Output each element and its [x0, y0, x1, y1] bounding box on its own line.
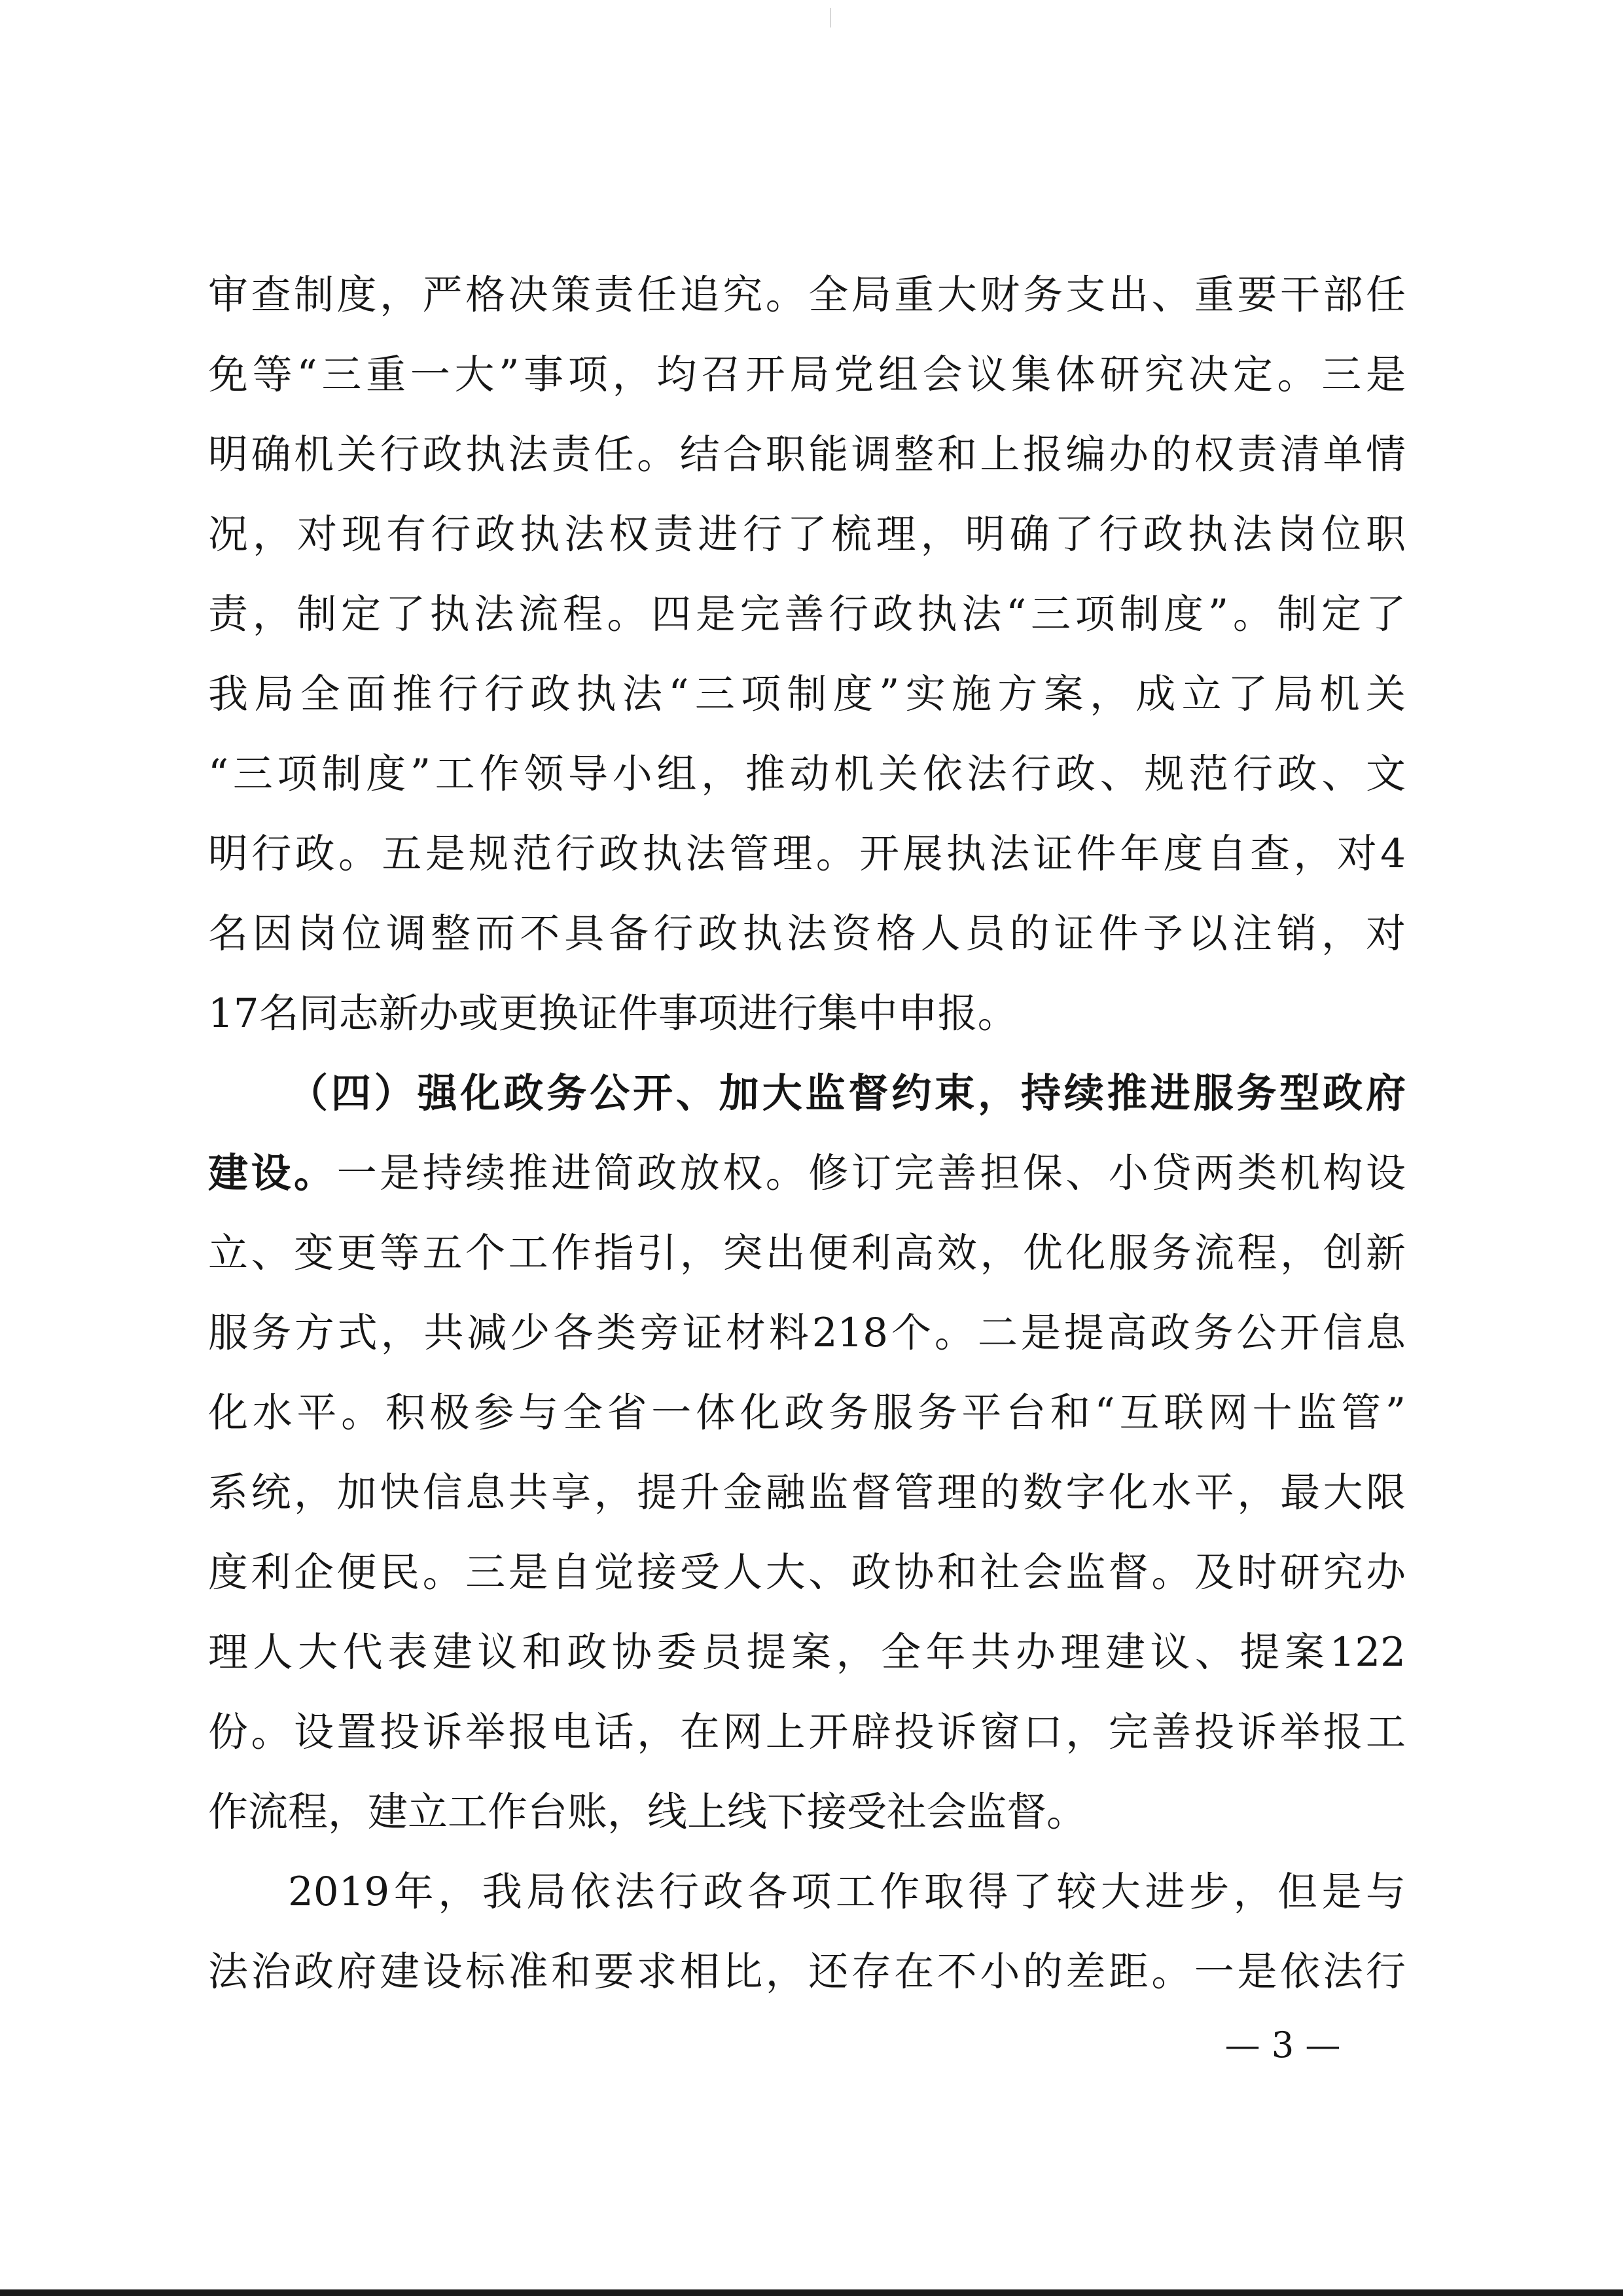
paragraph-line: “三项制度”工作领导小组，推动机关依法行政、规范行政、文: [208, 751, 1406, 797]
paragraph-line: 份。设置投诉举报电话，在网上开辟投诉窗口，完善投诉举报工: [208, 1709, 1406, 1755]
paragraph-line: 化水平。积极参与全省一体化政务服务平台和“互联网十监管”: [208, 1390, 1406, 1436]
paragraph-line: 责，制定了执法流程。四是完善行政执法“三项制度”。制定了: [208, 591, 1406, 637]
paragraph-line: 名因岗位调整而不具备行政执法资格人员的证件予以注销，对: [208, 910, 1406, 957]
paragraph-line: 立、变更等五个工作指引，突出便利高效，优化服务流程，创新: [208, 1230, 1406, 1276]
paragraph-line: 2019年，我局依法行政各项工作取得了较大进步，但是与: [288, 1869, 1406, 1915]
paragraph-line: 明行政。五是规范行政执法管理。开展执法证件年度自查，对4: [208, 831, 1406, 877]
paragraph-line: 免等“三重一大”事项，均召开局党组会议集体研究决定。三是: [208, 351, 1406, 398]
section-heading-end: 建设。: [208, 1150, 337, 1196]
paragraph-line: 明确机关行政执法责任。结合职能调整和上报编办的权责清单情: [208, 431, 1406, 478]
paragraph-line: [208, 1134, 1406, 1213]
body-text: [208, 255, 1406, 2012]
paragraph-line: 理人大代表建议和政协委员提案，全年共办理建议、提案122: [208, 1629, 1406, 1676]
paragraph-line: 系统，加快信息共享，提升金融监督管理的数字化水平，最大限: [208, 1469, 1406, 1516]
scan-edge: [0, 2289, 1623, 2296]
paragraph-line: 17名同志新办或更换证件事项进行集中申报。: [208, 990, 1018, 1037]
paragraph-line: 度利企便民。三是自觉接受人大、政协和社会监督。及时研究办: [208, 1549, 1406, 1596]
paragraph-line: 审查制度，严格决策责任追究。全局重大财务支出、重要干部任: [208, 272, 1406, 318]
section-heading-line: [208, 1054, 1406, 1134]
section-heading: （四）强化政务公开、加大监督约束，持续推进服务型政府: [288, 1070, 1406, 1117]
paragraph-line: 我局全面推行行政执法“三项制度”实施方案，成立了局机关: [208, 671, 1406, 717]
page-number: — 3 —: [1224, 2024, 1341, 2066]
paragraph-line: 作流程，建立工作台账，线上线下接受社会监督。: [208, 1789, 1087, 1835]
paragraph-line: 况，对现有行政执法权责进行了梳理，明确了行政执法岗位职: [208, 511, 1406, 558]
section-text: 一是持续推进简政放权。修订完善担保、小贷两类机构设: [336, 1150, 1406, 1196]
paragraph-line: 服务方式，共减少各类旁证材料218个。二是提高政务公开信息: [208, 1310, 1406, 1356]
scan-mark: [830, 8, 831, 27]
paragraph-line: 法治政府建设标准和要求相比，还存在不小的差距。一是依法行: [208, 1948, 1406, 1995]
